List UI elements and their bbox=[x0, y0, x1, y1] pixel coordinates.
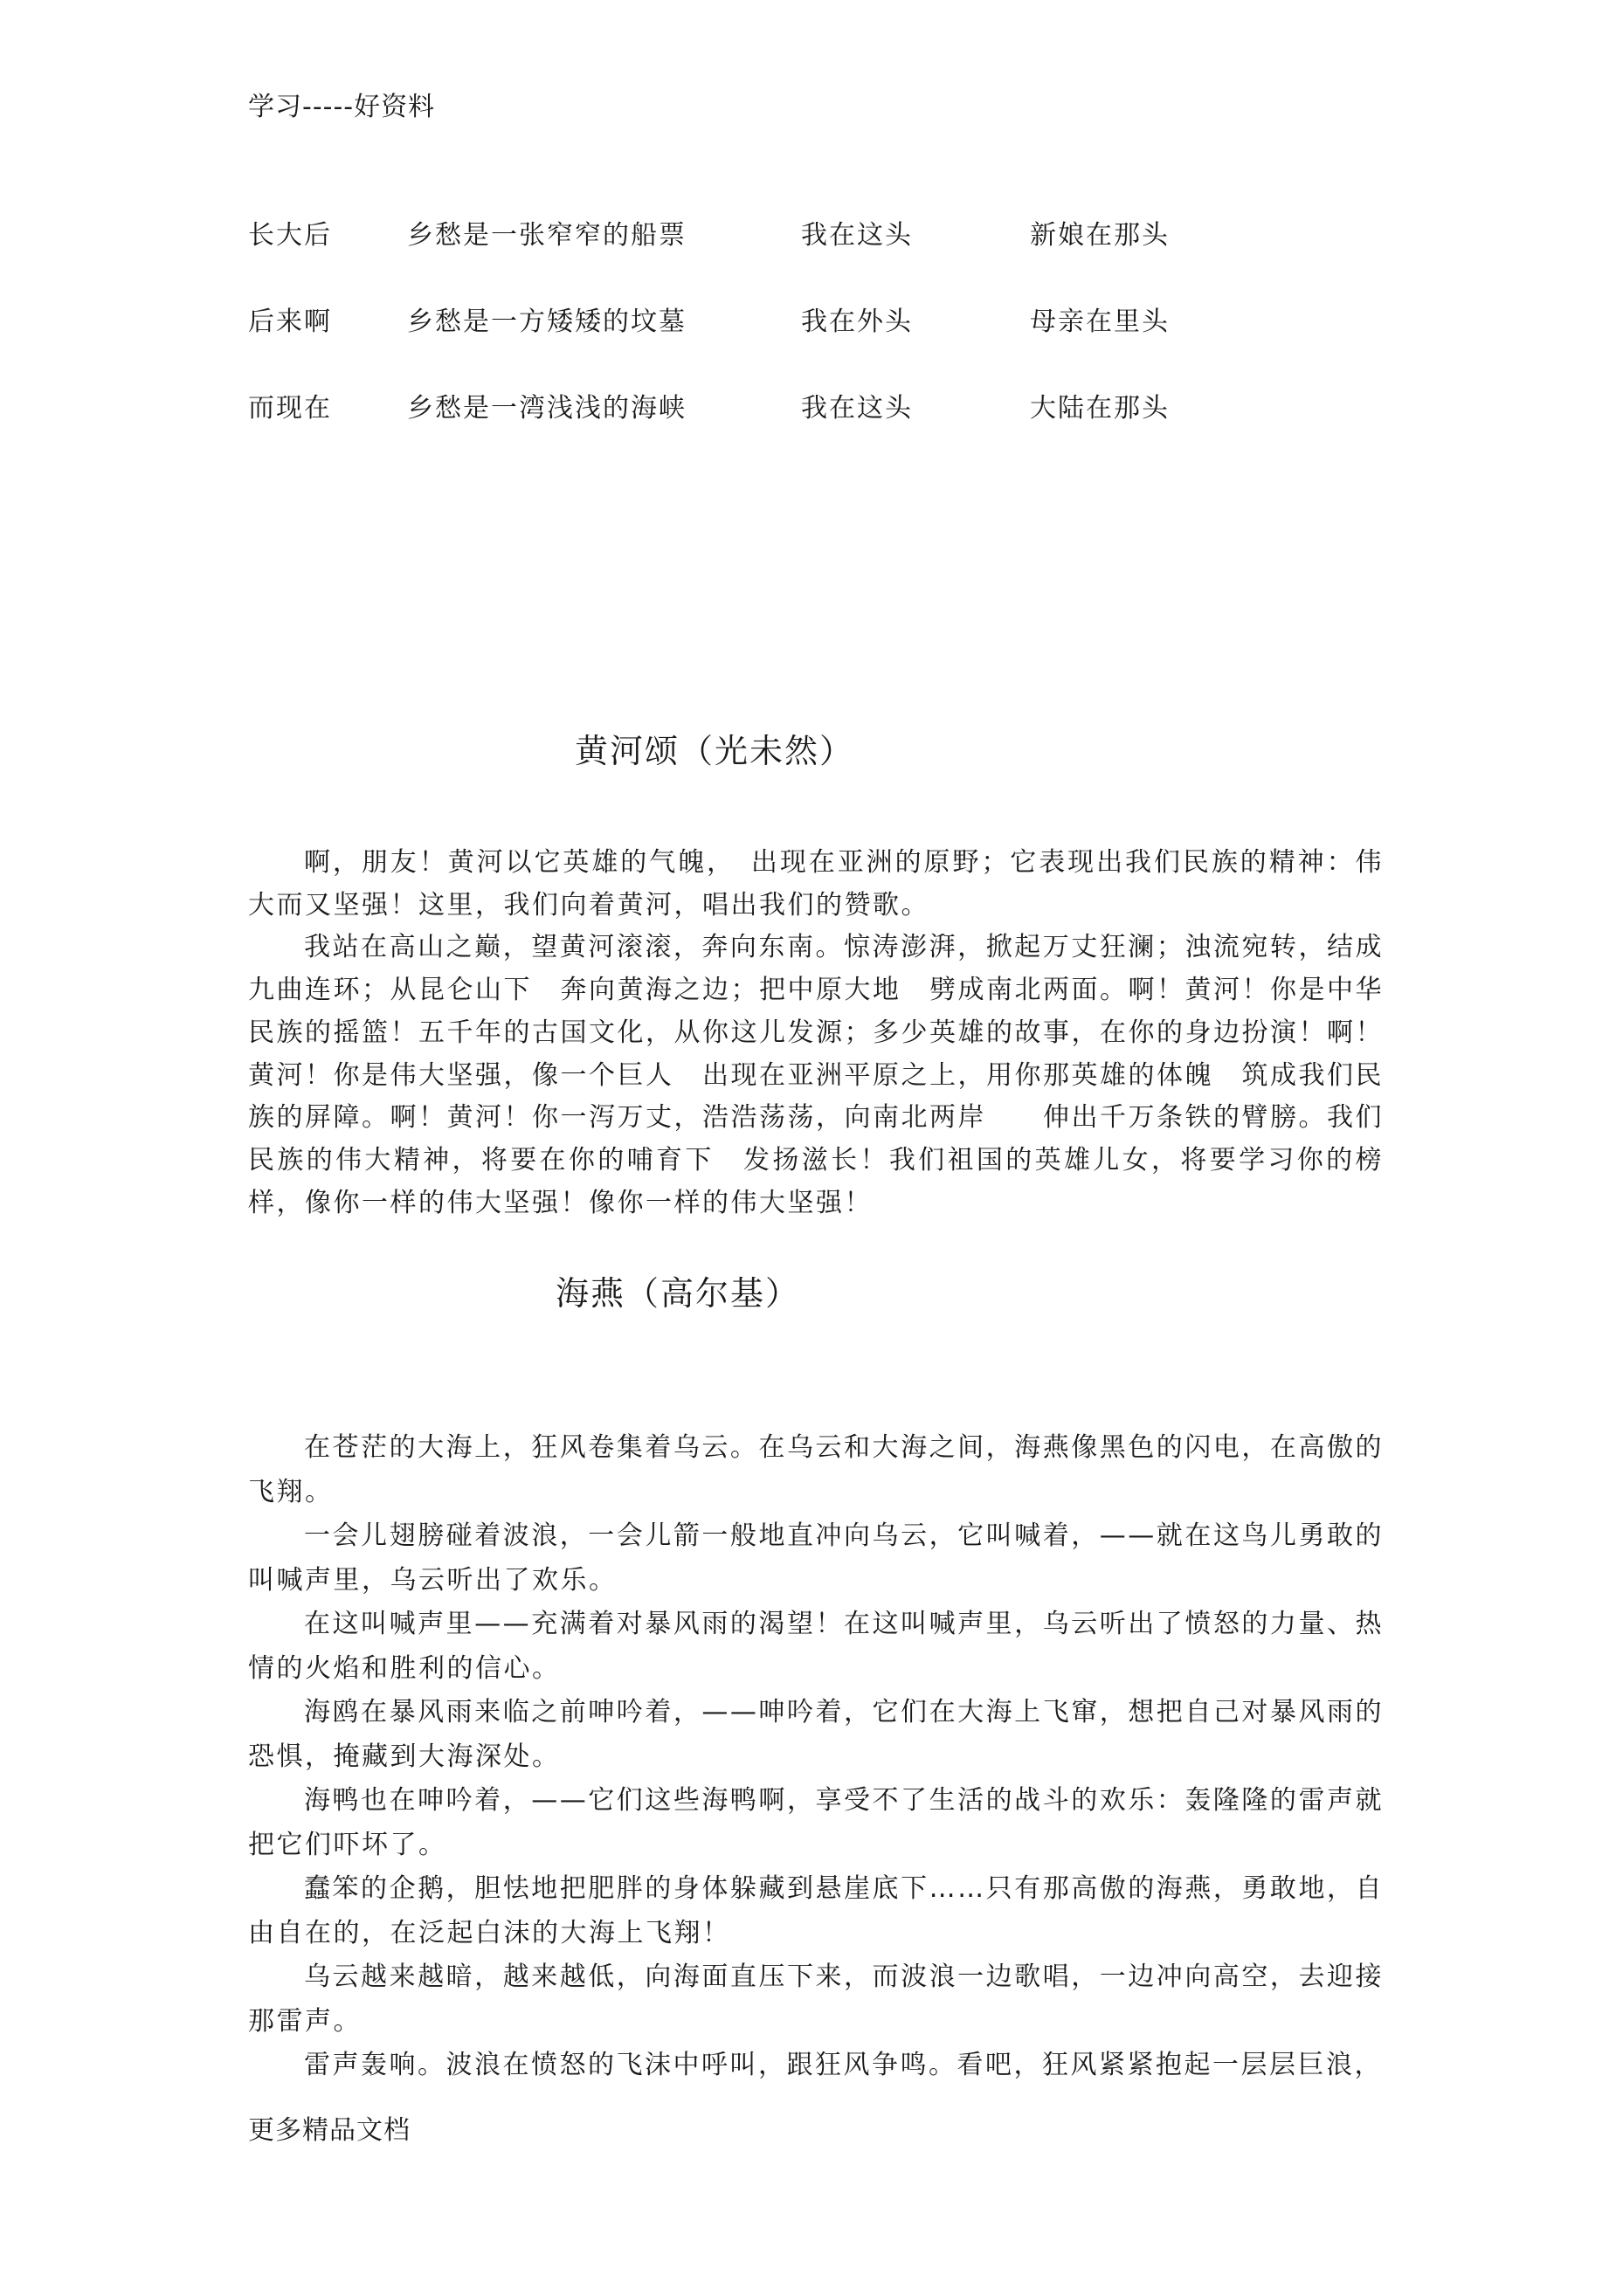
poem-cell-time: 而现在 bbox=[248, 393, 332, 424]
poem-cell-me: 我在这头 bbox=[801, 393, 913, 424]
poem-cell-other: 母亲在里头 bbox=[1030, 307, 1170, 337]
poem-row bbox=[0, 390, 1623, 428]
poem-cell-nostalgia: 乡愁是一湾浅浅的海峡 bbox=[407, 393, 687, 424]
poem-cell-time: 后来啊 bbox=[248, 307, 332, 337]
paragraph: 我站在高山之巅，望黄河滚滚，奔向东南。惊涛澎湃，掀起万丈狂澜；浊流宛转，结成九曲连环；从昆仑山下 奔向黄海之边；把中原大地 劈成南北两面。啊！黄河！你是中华民族的摇篮！五千年的古国文化，从你这儿发源；多少英雄的故事，在你的身边扮演！啊！黄河！你是伟大坚强，像一个巨人 出现在亚洲平原之上，用你那英雄的体魄 筑成我们民族的屏障。啊！黄河！你一泻万丈，浩浩荡荡，向南北两岸 伸出千万条铁的臂膀。我们民族的伟大精神，将要在你的哺育下 发扬滋长！我们祖国的英雄儿女，将要学习你的榜样，像你一样的伟大坚强！像你一样的伟大坚强！ bbox=[248, 932, 1384, 1218]
poem-cell-time: 长大后 bbox=[248, 220, 332, 251]
section-title-yellow-river: 黄河颂（光未然） bbox=[575, 732, 855, 770]
yellow-river-text bbox=[248, 842, 1384, 1224]
paragraph: 一会儿翅膀碰着波浪，一会儿箭一般地直冲向乌云，它叫喊着，——就在这鸟儿勇敢的叫喊声里，乌云听出了欢乐。 bbox=[248, 1520, 1384, 1596]
poem-cell-me: 我在外头 bbox=[801, 307, 913, 337]
poem-cell-nostalgia: 乡愁是一方矮矮的坟墓 bbox=[407, 307, 687, 337]
section-title-petrel: 海燕（高尔基） bbox=[556, 1274, 801, 1313]
paragraph: 在这叫喊声里——充满着对暴风雨的渴望！在这叫喊声里，乌云听出了愤怒的力量、热情的火焰和胜利的信心。 bbox=[248, 1609, 1384, 1684]
paragraph: 海鸭也在呻吟着，——它们这些海鸭啊，享受不了生活的战斗的欢乐：轰隆隆的雷声就把它们吓坏了。 bbox=[248, 1785, 1384, 1860]
poem-cell-nostalgia: 乡愁是一张窄窄的船票 bbox=[407, 220, 687, 251]
poem-row bbox=[0, 217, 1623, 255]
page-footer: 更多精品文档 bbox=[248, 2115, 411, 2146]
poem-row bbox=[0, 303, 1623, 341]
poem-cell-other: 大陆在那头 bbox=[1030, 393, 1170, 424]
paragraph: 海鸥在暴风雨来临之前呻吟着，——呻吟着，它们在大海上飞窜，想把自己对暴风雨的恐惧，掩藏到大海深处。 bbox=[248, 1697, 1384, 1772]
poem-cell-other: 新娘在那头 bbox=[1030, 220, 1170, 251]
petrel-text bbox=[248, 1426, 1384, 2088]
poem-cell-me: 我在这头 bbox=[801, 220, 913, 251]
paragraph: 啊，朋友！黄河以它英雄的气魄， 出现在亚洲的原野；它表现出我们民族的精神：伟大而又坚强！这里，我们向着黄河，唱出我们的赞歌。 bbox=[248, 847, 1384, 920]
page-header: 学习-----好资料 bbox=[248, 92, 436, 122]
paragraph: 蠢笨的企鹅，胆怯地把肥胖的身体躲藏到悬崖底下……只有那高傲的海燕，勇敢地，自由自在的，在泛起白沫的大海上飞翔！ bbox=[248, 1873, 1384, 1948]
paragraph: 在苍茫的大海上，狂风卷集着乌云。在乌云和大海之间，海燕像黑色的闪电，在高傲的飞翔。 bbox=[248, 1432, 1384, 1507]
paragraph: 雷声轰响。波浪在愤怒的飞沫中呼叫，跟狂风争鸣。看吧，狂风紧紧抱起一层层巨浪， bbox=[304, 2050, 1383, 2080]
paragraph: 乌云越来越暗，越来越低，向海面直压下来，而波浪一边歌唱，一边冲向高空，去迎接那雷声。 bbox=[248, 1962, 1384, 2037]
